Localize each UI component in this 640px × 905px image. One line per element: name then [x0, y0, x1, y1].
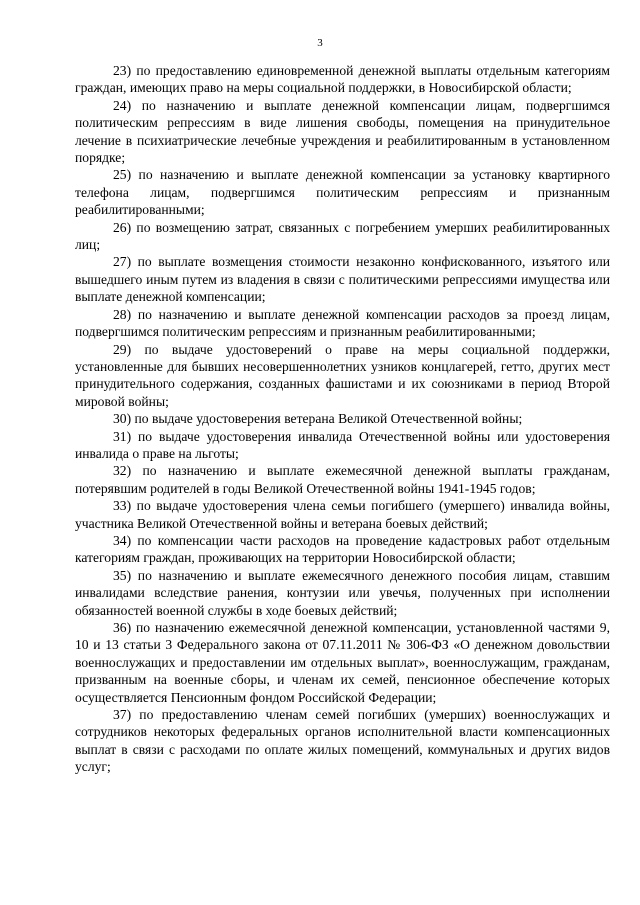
list-item-28: 28) по назначению и выплате денежной компенсации расходов за проезд лицам, подвергшимся политическим репрессиям и признанным реабилитированными; — [75, 306, 610, 340]
list-item-25: 25) по назначению и выплате денежной компенсации за установку квартирного телефона лицам, подвергшимся политическим репрессиям и признанным реабилитированными; — [75, 167, 610, 218]
list-item-31: 31) по выдаче удостоверения инвалида Отечественной войны или удостоверения инвалида о праве на льготы; — [75, 428, 610, 461]
list-item-33: 33) по выдаче удостоверения члена семьи погибшего (умершего) инвалида войны, участника Великой Отечественной войны и ветерана боевых действий; — [75, 498, 610, 531]
list-item-26: 26) по возмещению затрат, связанных с погребением умерших реабилитированных лиц; — [75, 219, 610, 253]
list-item-34: 34) по компенсации части расходов на проведение кадастровых работ отдельным категориям граждан, проживающих на территории Новосибирской области; — [75, 532, 610, 566]
list-item-35: 35) по назначению и выплате ежемесячного денежного пособия лицам, ставшим инвалидами вследствие ранения, контузии или увечья, полученных при исполнении обязанностей военной службы в ходе боевых действий; — [75, 567, 610, 618]
document-body — [75, 62, 610, 776]
list-item-23: 23) по предоставлению единовременной денежной выплаты отдельным категориям граждан, имеющих право на меры социальной поддержки, в Новосибирской области; — [75, 63, 610, 96]
list-item-37: 37) по предоставлению членам семей погибших (умерших) военнослужащих и сотрудников некоторых федеральных органов исполнительной власти компенсационных выплат в связи с расходами по оплате жилых помещений, коммунальных и других видов услуг; — [75, 707, 610, 775]
page-number: 3 — [317, 37, 323, 49]
list-item-24: 24) по назначению и выплате денежной компенсации лицам, подвергшимся политическим репрессиям в виде лишения свободы, помещения на принудительное лечение в психиатрические лечебные учреждения и реабилитированным в установленном порядке; — [75, 97, 610, 166]
list-item-30: 30) по выдаче удостоверения ветерана Великой Отечественной войны; — [113, 411, 523, 427]
list-item-36: 36) по назначению ежемесячной денежной компенсации, установленной частями 9, 10 и 13 статьи 3 Федерального закона от 07.11.2011 № 306-ФЗ «О денежном довольствии военнослужащих и предоставлении им отдельных выплат», военнослужащим, гражданам, призванным на военные сборы, и членам их семей, пенсионное обеспечение которых осуществляется Пенсионным фондом Российской Федерации; — [75, 620, 610, 705]
list-item-32: 32) по назначению и выплате ежемесячной денежной выплаты гражданам, потерявшим родителей в годы Великой Отечественной войны 1941-1945 годов; — [75, 463, 610, 496]
list-item-29: 29) по выдаче удостоверений о праве на меры социальной поддержки, установленные для бывших несовершеннолетних узников концлагерей, гетто, других мест принудительного содержания, созданных фашистами и их союзниками в период Второй мировой войны; — [75, 341, 610, 409]
list-item-27: 27) по выплате возмещения стоимости незаконно конфискованного, изъятого или вышедшего иным путем из владения в связи с политическими репрессиями имущества или выплате денежной компенсации; — [75, 254, 610, 305]
